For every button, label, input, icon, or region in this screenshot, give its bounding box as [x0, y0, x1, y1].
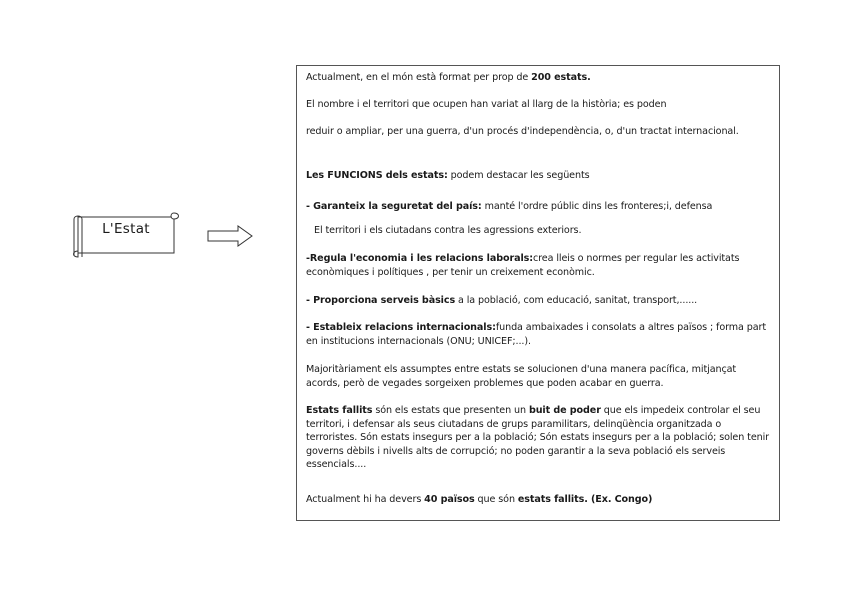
- paragraph-change: reduir o ampliar, per una guerra, d'un procés d'independència, o, d'un tractat internacional.: [306, 126, 739, 137]
- scroll-title-label: L'Estat: [102, 221, 150, 237]
- paragraph-services: - Proporciona serveis bàsics a la població, com educació, sanitat, transport,......: [306, 295, 698, 306]
- title-scroll: [70, 207, 184, 263]
- paragraph-failed-count: Actualment hi ha devers 40 països que són estats fallits. (Ex. Congo): [306, 494, 653, 505]
- paragraph-intro: Actualment, en el món està format per prop de 200 estats.: [306, 72, 591, 83]
- paragraph-failed-states: Estats fallits són els estats que presenten un buit de poder que els impedeix controlar el seu territori, i defensar als seus ciutadans de grups paramilitars, delinqüència organitzada o terroristes. Són estats insegurs per a la població; Són estats insegurs per a la població; solen tenir governs dèbils i nivells alts de corrupció; no poden garantir a la seva població els serveis essencials....: [306, 405, 770, 470]
- content-panel: [296, 65, 780, 521]
- paragraph-functions: Les FUNCIONS dels estats: podem destacar les següents: [306, 170, 590, 181]
- paragraph-territory: El nombre i el territori que ocupen han variat al llarg de la història; es poden: [306, 99, 667, 110]
- right-arrow-icon: [206, 224, 256, 248]
- paragraph-conflicts: Majoritàriament els assumptes entre estats se solucionen d'una manera pacífica, mitjançat acords, però de vegades sorgeixen problemes que poden acabar en guerra.: [306, 364, 737, 389]
- paragraph-security: - Garanteix la seguretat del país: manté l'ordre públic dins les fronteres;i, defensa: [306, 201, 713, 212]
- paragraph-economy: -Regula l'economia i les relacions laborals:crea lleis o normes per regular les activitats econòmiques i polítiques , per tenir un creixement econòmic.: [306, 253, 740, 278]
- paragraph-defense: El territori i els ciutadans contra les agressions exteriors.: [314, 225, 582, 236]
- paragraph-international: - Estableix relacions internacionals:funda ambaixades i consolats a altres països ; forma part en institucions internacionals (ONU; UNICEF;...).: [306, 322, 767, 347]
